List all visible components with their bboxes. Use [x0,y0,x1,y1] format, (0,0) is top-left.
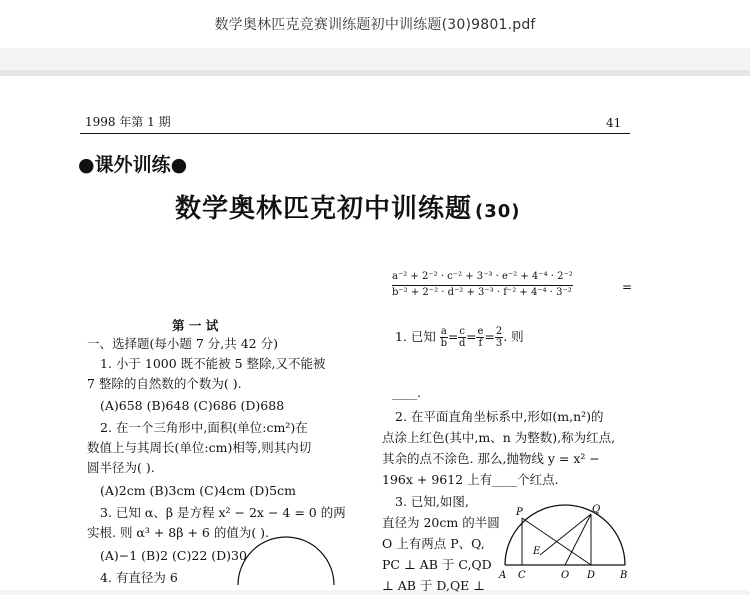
rq3-line1: 3. 已知,如图, [395,494,469,509]
rq1-prefix: 1. 已知 [395,329,436,344]
label-o: O [561,570,570,581]
rq3-line4: PC ⊥ AB 于 C,QD [382,557,492,572]
page-number: 41 [606,116,622,130]
frac-den: 3 [495,338,503,349]
q1-options: (A)658 (B)648 (C)686 (D)688 [100,398,285,413]
rq1-line: 1. 已知 $\frac{a}{b}$ = $\frac{c}{d}$ = $\frac{e}{f}$ = $\frac{2}{3}$ . 则 [395,326,524,349]
rq3-line5: ⊥ AB 于 D,QE ⊥ [382,578,486,593]
semicircle-figure [495,420,635,590]
fraction-e-f [476,326,484,349]
segment-oq [565,514,591,565]
big-fraction-denominator: b⁻² + 2⁻² · d⁻² + 3⁻³ · f⁻² + 4⁻⁴ · 3⁻² [392,287,572,298]
q3-line1: 3. 已知 α、β 是方程 x² − 2x − 4 = 0 的两 [100,505,346,520]
rq3-line2: 直径为 20cm 的半圆 [382,515,500,530]
choice-heading: 一、选择题(每小题 7 分,共 42 分) [87,336,278,351]
header-rule [80,133,630,134]
big-fraction-numerator: a⁻² + 2⁻² · c⁻² + 3⁻³ · e⁻² + 4⁻⁴ · 2⁻² [392,270,573,286]
fraction-a-b [440,326,448,349]
section-title: ●课外训练● [78,154,188,176]
label-e: E [533,546,541,557]
main-title-text: 数学奥林匹克初中训练题 [175,194,473,224]
rq1-suffix: . 则 [503,329,524,344]
fraction-2-3 [495,326,503,349]
answer-blank: ____. [392,385,421,400]
frac-num: e [477,326,484,337]
segment-qe [540,514,591,555]
label-q: Q [592,504,601,515]
rq3-line3: O 上有两点 P、Q, [382,536,485,551]
part-label: 第 一 试 [172,318,219,333]
q3-options: (A)−1 (B)2 (C)22 (D)30 [100,548,247,563]
frac-num: a [440,326,447,337]
big-fraction [392,270,573,300]
frac-num: c [459,326,465,337]
toolbar-gap [0,48,750,70]
label-d: D [587,570,596,581]
frac-den: d [458,338,466,349]
frac-den: f [478,338,483,349]
q1-line2: 7 整除的自然数的个数为( ). [87,376,242,391]
q3-line2: 实根. 则 α³ + 8β + 6 的值为( ). [87,525,270,540]
rq2-line2: 点涂上红色(其中,m、n 为整数),称为红点, [382,430,616,445]
document-title: 数学奥林匹克竞赛训练题初中训练题(30)9801.pdf [214,17,536,33]
rq2-line4: 196x + 9612 上有____个红点. [382,472,559,487]
issue-label: 1998 年第 1 期 [85,115,171,129]
label-c: C [518,570,526,581]
equals-sign: = [622,280,633,294]
q4-line1: 4. 有直径为 6 [100,570,178,585]
circle-figure-partial [230,490,340,590]
rq2-line3: 其余的点不涂色. 那么,抛物线 y = x² − [382,451,600,466]
title-bar [0,0,750,48]
frac-num: 2 [495,326,503,337]
q2-line3: 圆半径为( ). [87,460,155,475]
main-title-number: (30) [475,201,521,222]
q2-line2: 数值上与其周长(单位:cm)相等,则其内切 [87,440,312,455]
q2-line1: 2. 在一个三角形中,面积(单位:cm²)在 [100,420,308,435]
circle-arc [238,537,334,585]
fraction-c-d [458,326,466,349]
q2-options: (A)2cm (B)3cm (C)4cm (D)5cm [100,483,296,498]
frac-den: b [440,338,448,349]
q1-line1: 1. 小于 1000 既不能被 5 整除,又不能被 [100,356,326,371]
rq2-line1: 2. 在平面直角坐标系中,形如(m,n²)的 [395,409,604,424]
label-a: A [499,570,507,581]
label-b: B [620,570,628,581]
label-p: P [516,507,523,518]
main-title [175,188,521,225]
